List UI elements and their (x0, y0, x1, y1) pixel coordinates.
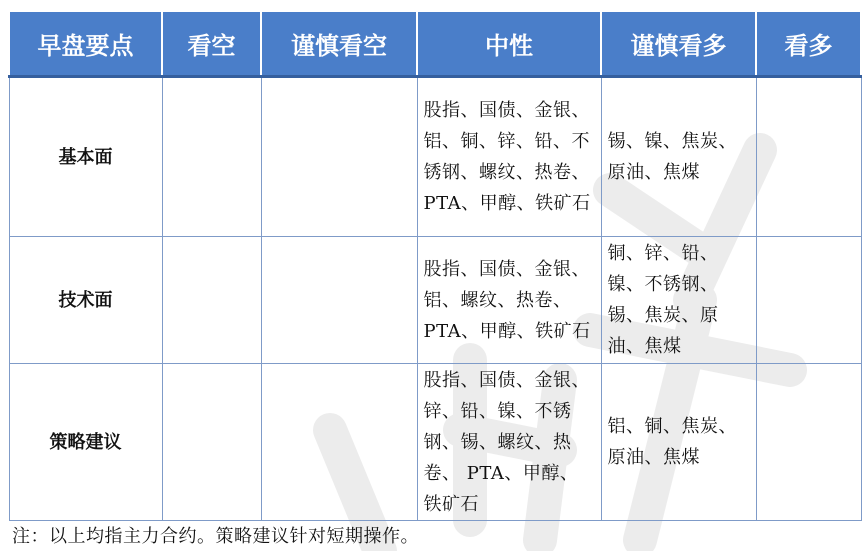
header-cell-bearish: 看空 (162, 11, 261, 77)
row-label-fundamentals: 基本面 (9, 77, 162, 237)
cell-neutral: 股指、国债、金银、铝、螺纹、热卷、PTA、甲醇、铁矿石 (417, 237, 601, 364)
cell-cautious-bearish (261, 364, 417, 521)
cell-bearish (162, 364, 261, 521)
cell-cautious-bearish (261, 237, 417, 364)
cell-neutral: 股指、国债、金银、铝、铜、锌、铅、不锈钢、螺纹、热卷、 PTA、甲醇、铁矿石 (417, 77, 601, 237)
header-cell-cautious-bullish: 谨慎看多 (601, 11, 756, 77)
cell-bullish (756, 364, 861, 521)
cell-bullish (756, 237, 861, 364)
row-label-strategy: 策略建议 (9, 364, 162, 521)
header-cell-cautious-bearish: 谨慎看空 (261, 11, 417, 77)
header-cell-bullish: 看多 (756, 11, 861, 77)
cell-cautious-bearish (261, 77, 417, 237)
cell-cautious-bullish: 锡、镍、焦炭、原油、焦煤 (601, 77, 756, 237)
outlook-table (8, 10, 862, 521)
cell-neutral: 股指、国债、金银、锌、铅、镍、不锈钢、锡、螺纹、热卷、 PTA、甲醇、铁矿石 (417, 364, 601, 521)
table-row-strategy (9, 364, 861, 521)
header-cell-neutral: 中性 (417, 11, 601, 77)
cell-cautious-bullish: 铜、锌、铅、镍、不锈钢、锡、焦炭、原油、焦煤 (601, 237, 756, 364)
table-row-technicals (9, 237, 861, 364)
cell-bullish (756, 77, 861, 237)
header-row (9, 11, 861, 77)
cell-cautious-bullish: 铝、铜、焦炭、原油、焦煤 (601, 364, 756, 521)
cell-bearish (162, 77, 261, 237)
header-cell-outlook: 早盘要点 (9, 11, 162, 77)
cell-bearish (162, 237, 261, 364)
footnote: 注：以上均指主力合约。策略建议针对短期操作。 (12, 526, 419, 547)
row-label-technicals: 技术面 (9, 237, 162, 364)
table-row-fundamentals (9, 77, 861, 237)
